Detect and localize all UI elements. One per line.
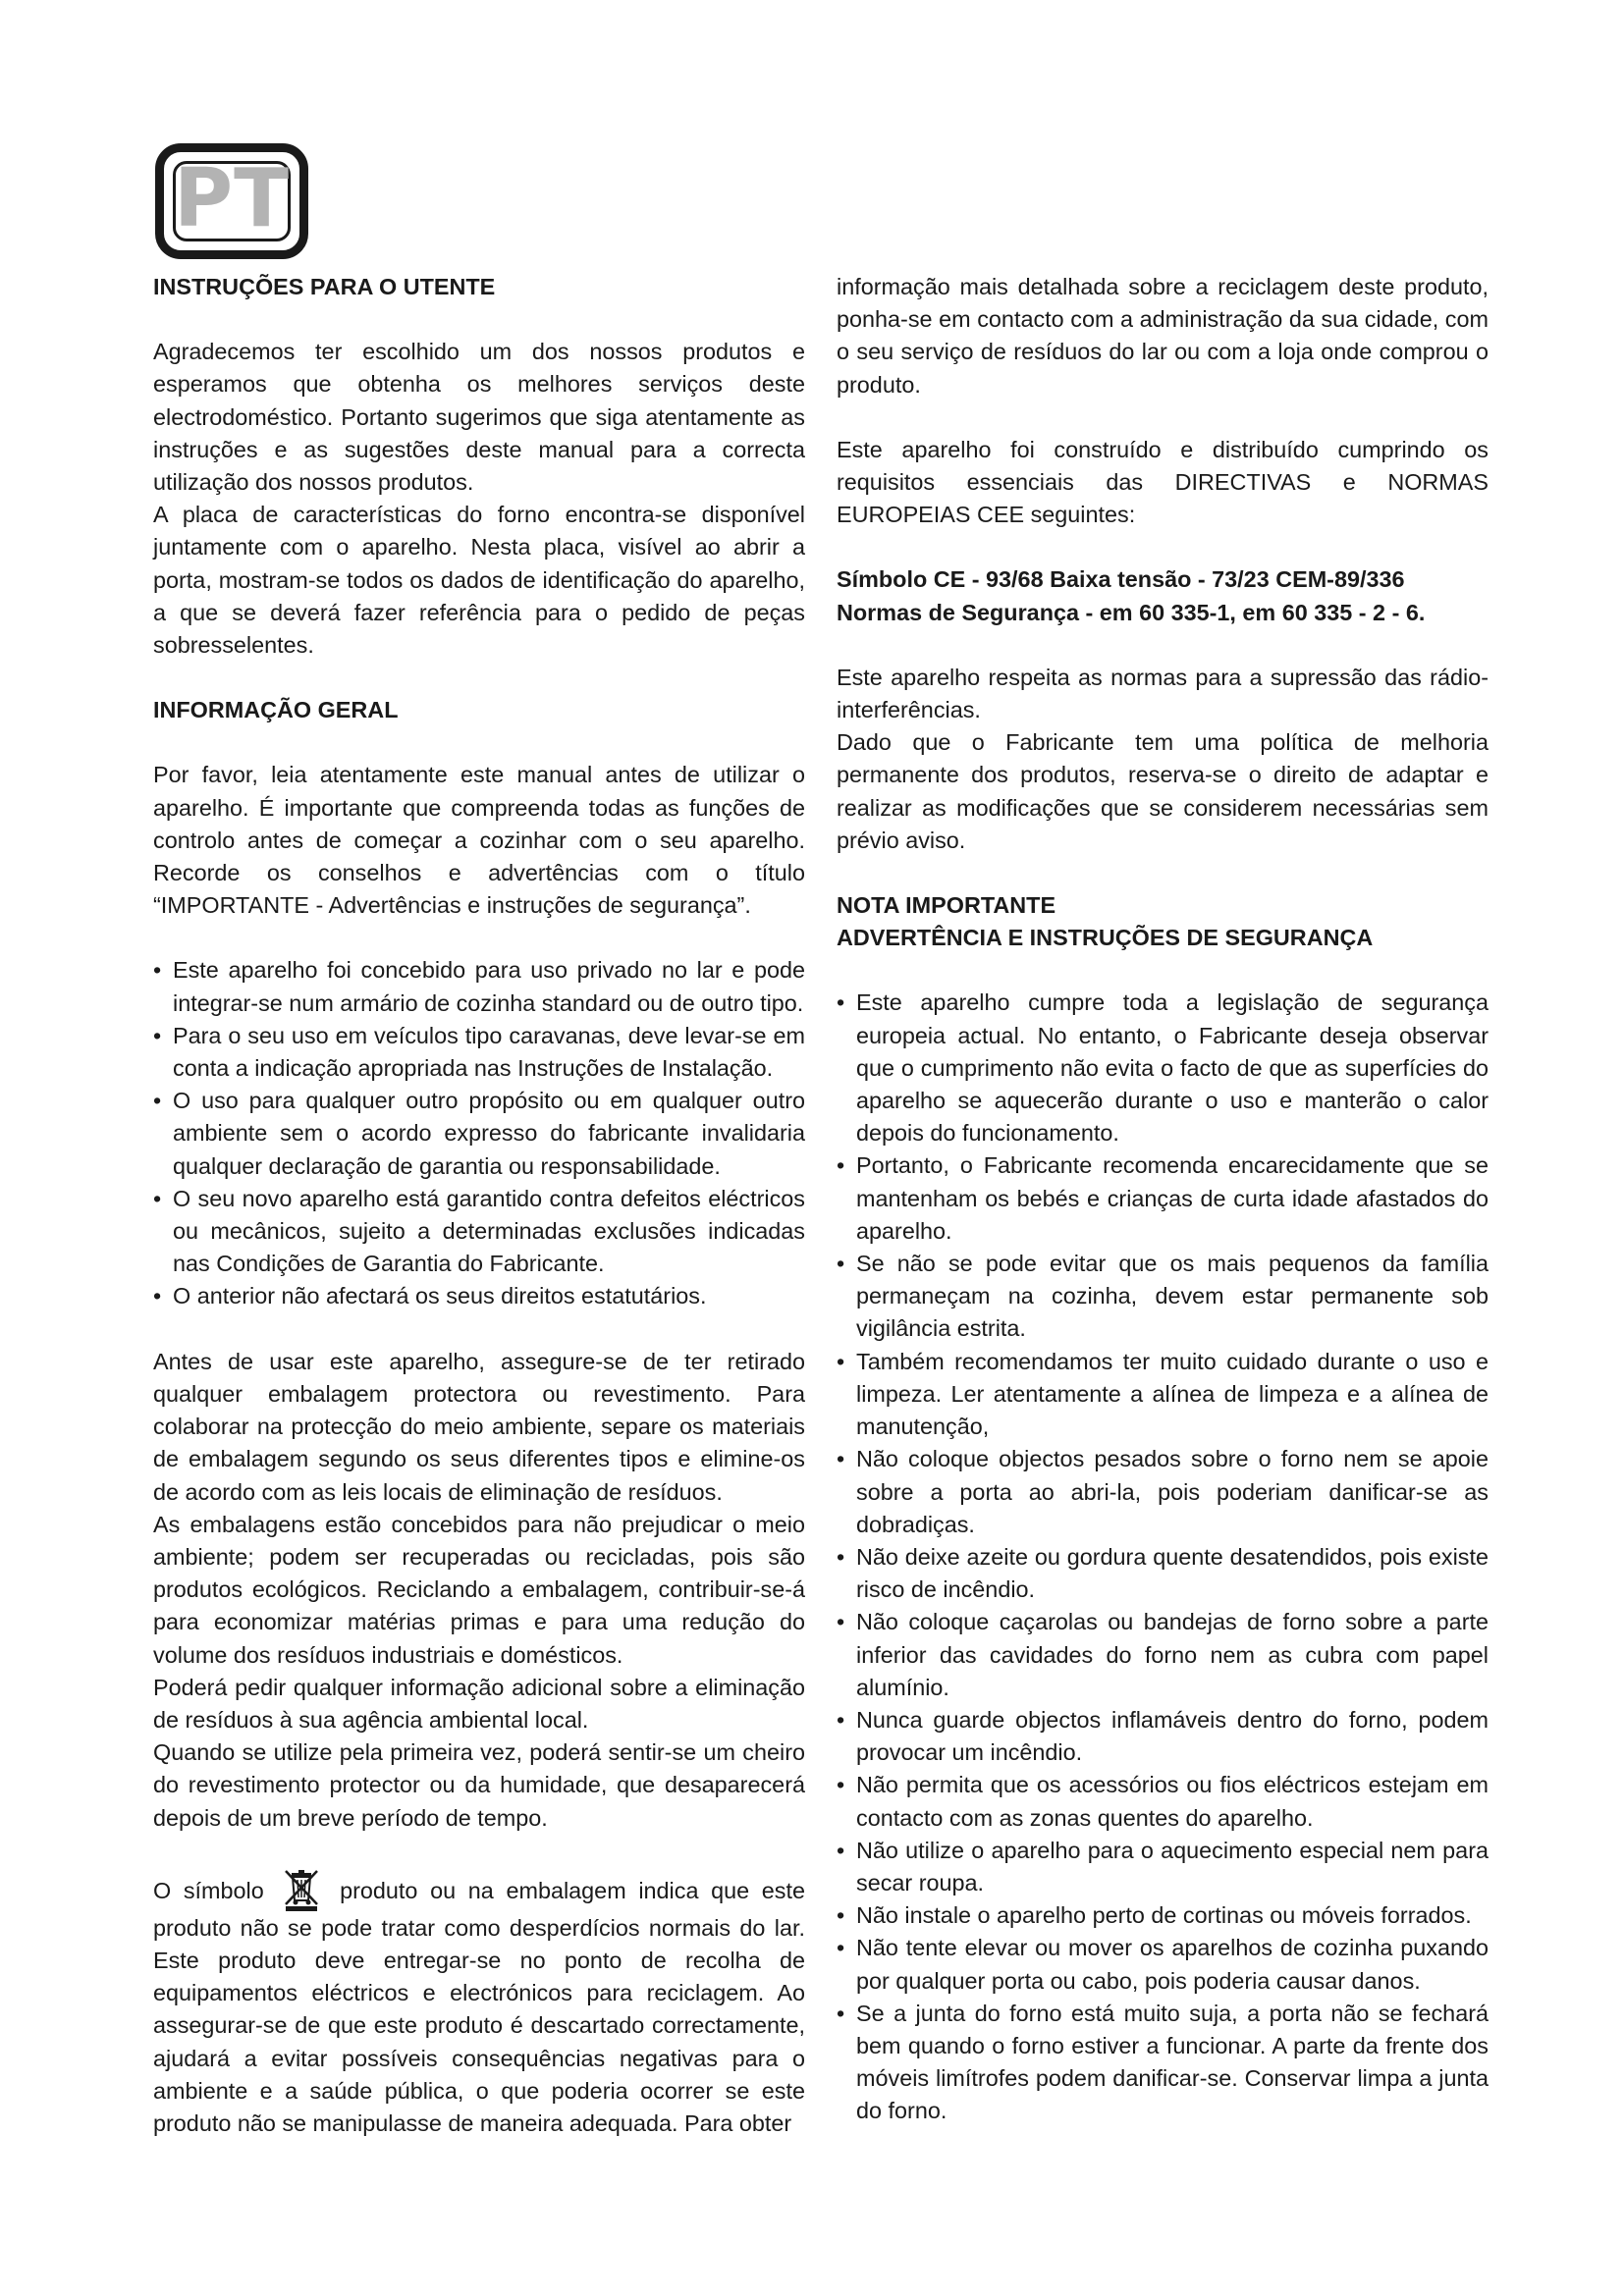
right-column	[837, 271, 1489, 2128]
list-item: • Se a junta do forno está muito suja, a porta não se fechará bem quando o forno estiver a funcionar. A parte da frente dos móveis limítrofes podem danificar-se. Conservar limpa a junta do forno.	[837, 1998, 1489, 2128]
list-item: • Este aparelho foi concebido para uso privado no lar e pode integrar-se num armário de cozinha standard ou de outro tipo.	[153, 954, 805, 1019]
list-item: • O uso para qualquer outro propósito ou em qualquer outro ambiente sem o acordo expresso do fabricante invalidaria qualquer declaração de garantia ou responsabilidade.	[153, 1085, 805, 1183]
list-item: • O anterior não afectará os seus direitos estatutários.	[153, 1280, 805, 1312]
list-item: • Não coloque caçarolas ou bandejas de forno sobre a parte inferior das cavidades do forno nem as cubra com papel alumínio.	[837, 1606, 1489, 1704]
list-item: • Não tente elevar ou mover os aparelhos de cozinha puxando por qualquer porta ou cabo, pois poderia causar danos.	[837, 1932, 1489, 1997]
section-heading-general-info: INFORMAÇÃO GERAL	[153, 697, 399, 723]
section-heading-safety-warning: ADVERTÊNCIA E INSTRUÇÕES DE SEGURANÇA	[837, 925, 1374, 951]
list-item: • Nunca guarde objectos inflamáveis dentro do forno, podem provocar um incêndio.	[837, 1704, 1489, 1769]
weee-text-before: O símbolo	[153, 1877, 264, 1903]
recycling-contact-paragraph: informação mais detalhada sobre a reciclagem deste produto, ponha-se em contacto com a administração da sua cidade, com o seu serviço de resíduos do lar ou com a loja onde comprou o produto.	[837, 274, 1489, 398]
directives-paragraph: Este aparelho foi construído e distribuído cumprindo os requisitos essenciais das DIRECTIVAS e NORMAS EUROPEIAS CEE seguintes:	[837, 436, 1489, 528]
list-item: • Para o seu uso em veículos tipo caravanas, deve levar-se em conta a indicação apropriada nas Instruções de Instalação.	[153, 1020, 805, 1085]
list-item: • Também recomendamos ter muito cuidado durante o uso e limpeza. Ler atentamente a alínea de limpeza e a alínea de manutenção,	[837, 1346, 1489, 1444]
environment-agency-paragraph: Poderá pedir qualquer informação adicional sobre a eliminação de resíduos à sua agência ambiental local.	[153, 1674, 805, 1733]
safety-bullet-list	[837, 987, 1489, 2127]
left-column	[153, 271, 805, 2140]
section-heading-important-note: NOTA IMPORTANTE	[837, 892, 1056, 919]
general-bullet-list	[153, 954, 805, 1312]
first-use-odour-paragraph: Quando se utilize pela primeira vez, poderá sentir-se um cheiro do revestimento protector ou da humidade, que desaparecerá depois de um breve período de tempo.	[153, 1739, 805, 1831]
radio-interference-paragraph: Este aparelho respeita as normas para a supressão das rádio-interferências.	[837, 664, 1489, 723]
list-item: • Não deixe azeite ou gordura quente desatendidos, pois existe risco de incêndio.	[837, 1541, 1489, 1606]
list-item: • Não instale o aparelho perto de cortinas ou móveis forrados.	[837, 1899, 1489, 1932]
section-heading-user-instructions: INSTRUÇÕES PARA O UTENTE	[153, 274, 496, 299]
ce-mark-line: Símbolo CE - 93/68 Baixa tensão - 73/23 CEM-89/336	[837, 566, 1405, 593]
recycling-paragraph: As embalagens estão concebidos para não prejudicar o meio ambiente; podem ser recuperadas ou recicladas, pois são produtos ecológicos. Reciclando a embalagem, contribuir-se-á para economizar matérias primas e para uma redução do volume dos resíduos industriais e domésticos.	[153, 1511, 805, 1668]
intro-paragraph: Agradecemos ter escolhido um dos nossos produtos e esperamos que obtenha os melhores serviços deste electrodoméstico. Portanto sugerimos que siga atentamente as instruções e as sugestões deste manual para a correcta utilização dos nossos produtos.	[153, 339, 805, 496]
list-item: • Não permita que os acessórios ou fios eléctricos estejam em contacto com as zonas quentes do aparelho.	[837, 1769, 1489, 1834]
list-item: • Portanto, o Fabricante recomenda encarecidamente que se mantenham os bebés e crianças de curta idade afastados do aparelho.	[837, 1149, 1489, 1248]
weee-text-after: produto ou na embalagem indica que este produto não se pode tratar como desperdícios normais do lar. Este produto deve entregar-se no ponto de recolha de equipamentos eléctricos e electrónicos para reciclagem. Ao assegurar-se de que este produto é descartado correctamente, ajudará a evitar possíveis consequências negativas para o ambiente e a saúde pública, o que poderia ocorrer se este produto não se manipulasse de maneira adequada. Para obter	[153, 1877, 806, 2136]
packaging-paragraph: Antes de usar este aparelho, assegure-se de ter retirado qualquer embalagem protectora ou revestimento. Para colaborar na protecção do meio ambiente, separe os materiais de embalagem segundo os seus diferentes tipos e elimine-os de acordo com as leis locais de eliminação de resíduos.	[153, 1348, 805, 1505]
rating-plate-paragraph: A placa de características do forno encontra-se disponível juntamente com o aparelho. Nesta placa, visível ao abrir a porta, mostram-se todos os dados de identificação do aparelho, a que se deverá fazer referência para o pedido de peças sobresselentes.	[153, 502, 805, 659]
language-badge	[155, 143, 308, 259]
list-item: • Este aparelho cumpre toda a legislação de segurança europeia actual. No entanto, o Fabricante deseja observar que o cumprimento não evita o facto de que as superfícies do aparelho se aquecerão durante o uso e manterão o calor depois do funcionamento.	[837, 987, 1489, 1149]
product-improvement-paragraph: Dado que o Fabricante tem uma política de melhoria permanente dos produtos, reserva-se o direito de adaptar e realizar as modificações que se considerem necessárias sem prévio aviso.	[837, 729, 1489, 853]
language-code: PT	[173, 152, 291, 245]
list-item: • Se não se pode evitar que os mais pequenos da família permaneçam na cozinha, devem estar permanente sob vigilância estrita.	[837, 1248, 1489, 1346]
list-item: • Não coloque objectos pesados sobre o forno nem se apoie sobre a porta ao abri-la, pois poderiam danificar-se as dobradiças.	[837, 1443, 1489, 1541]
crossed-out-bin-icon	[282, 1867, 321, 1912]
general-info-paragraph: Por favor, leia atentamente este manual antes de utilizar o aparelho. É importante que compreenda todas as funções de controlo antes de começar a cozinhar com o seu aparelho. Recorde os conselhos e advertências com o título “IMPORTANTE - Advertências e instruções de segurança”.	[153, 762, 805, 919]
safety-norms-line: Normas de Segurança - em 60 335-1, em 60 335 - 2 - 6.	[837, 599, 1426, 625]
list-item: • Não utilize o aparelho para o aquecimento especial nem para secar roupa.	[837, 1835, 1489, 1899]
list-item: • O seu novo aparelho está garantido contra defeitos eléctricos ou mecânicos, sujeito a determinadas exclusões indicadas nas Condições de Garantia do Fabricante.	[153, 1183, 805, 1281]
weee-paragraph	[153, 1867, 805, 2140]
